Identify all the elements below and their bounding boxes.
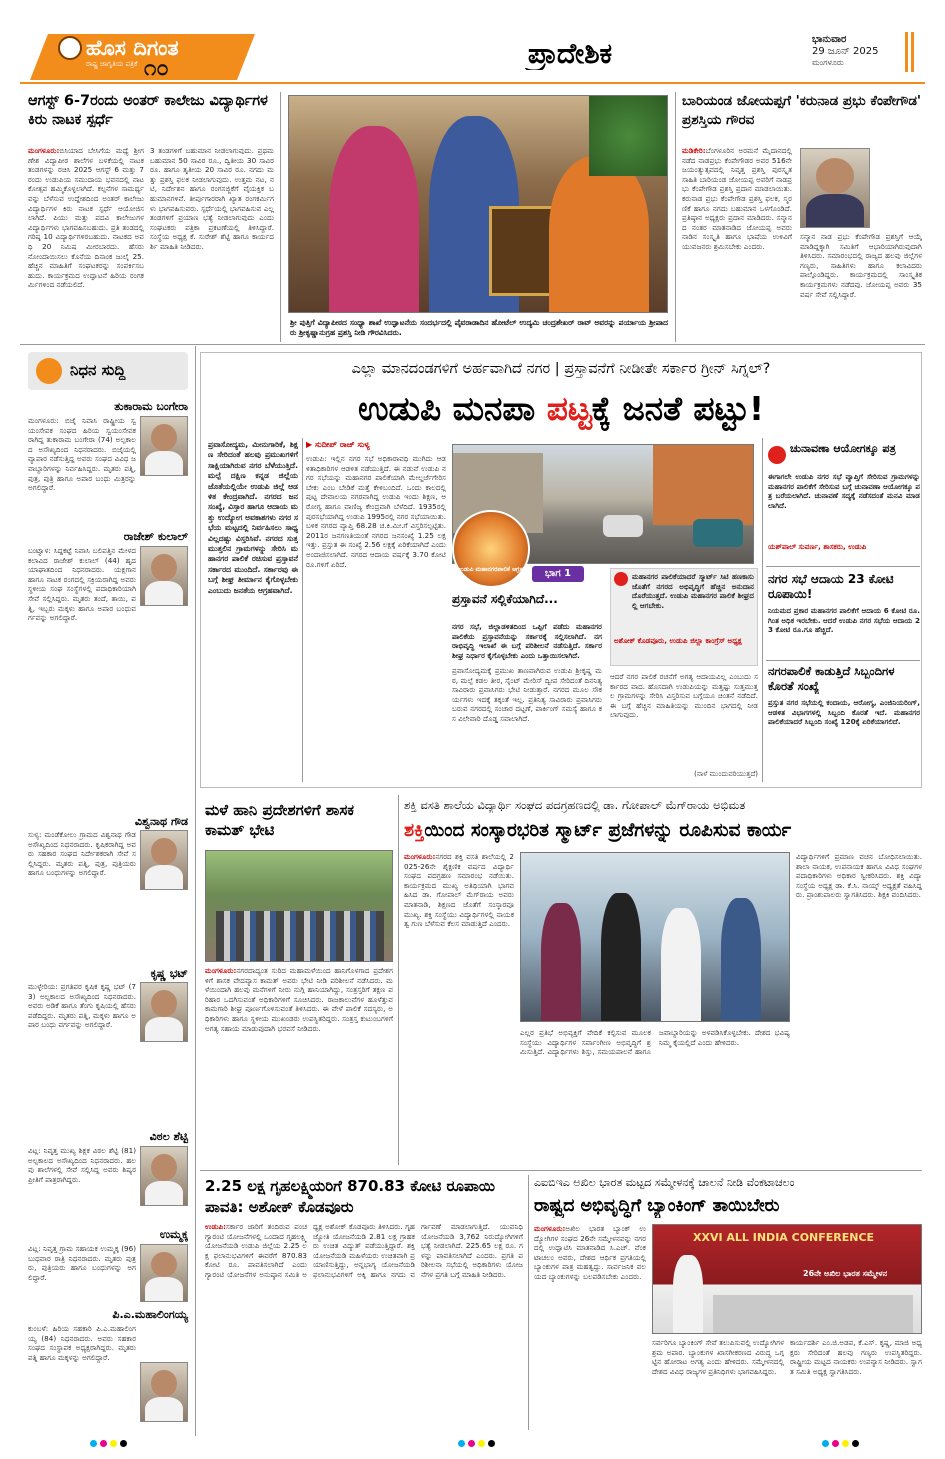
bank-col2: ಸರ್ವರಿಗೂ ಬ್ಯಾಂಕಿಂಗ್ ಸೇವೆ ತಲುಪಿಸುವಲ್ಲಿ ಉದ್ಯೋಗಿಗಳ ಶ್ರಮ ಅಪಾರ. ಬ್ಯಾಂಕುಗಳ ಖಾಸಗೀಕರಣದ ವಿರುದ್ಧ ಒಗ್ಗಟ್ಟಿನ ಹೋರಾಟ ಅಗತ್ಯ ಎಂದು ಹೇಳಿದರು. ಸಮ್ಮೇಳನದಲ್ಲಿ ದೇಶದ ವಿವಿಧ ರಾಜ್ಯಗಳ ಪ್ರತಿನಿಧಿಗಳು ಭಾಗವಹಿಸಿದ್ದರು. — [652, 1338, 784, 1376]
drama-col1 — [28, 146, 144, 336]
obit-photo — [140, 1362, 188, 1422]
lead-mid-head: ಪ್ರಸ್ತಾವನೆ ಸಲ್ಲಿಕೆಯಾಗಿದೆ... — [452, 592, 558, 606]
udupi-emblem — [452, 510, 530, 588]
lead-byline-name: ಸುದೀಪ್ ರಾಜ್ ಸುಳ್ಯ — [314, 440, 370, 449]
issue-day: ಭಾನುವಾರ — [812, 34, 847, 45]
quote-text: ಮಹಾನಗರ ಪಾಲಿಕೆಯಾದರೆ ಸ್ಮಾರ್ಟ್ ಸಿಟಿ ಹಣಕಾಸು ಜೊತೆಗೆ ನಗರದ ಅಭಿವೃದ್ಧಿಗೆ ಹೆಚ್ಚಿನ ಅನುದಾನ ದೊರೆಯುತ್ತದೆ. ಉಡುಪಿ ಮಹಾನಗರ ಪಾಲಿಕೆ ಶೀಘ್ರದಲ್ಲಿ ಆಗಬೇಕು. — [632, 572, 754, 610]
obit-name: ವಿಶ್ವನಾಥ ಗೌಡ — [134, 815, 188, 828]
photo-building — [653, 445, 754, 525]
photo-dais — [713, 1295, 913, 1334]
rain-text-body: ನಗರದಾದ್ಯಂತ ಸುರಿದ ಮಹಾಮಳೆಯಿಂದ ಹಾನಿಗೊಳಗಾದ ಪ್ರದೇಶಗಳಿಗೆ ಶಾಸಕ ವೇದವ್ಯಾಸ ಕಾಮತ್ ಅವರು ಭೇಟಿ ನೀಡಿ ಪರಿಶೀಲನೆ ನಡೆಸಿದರು. ಮಳೆಯಿಂದಾಗಿ ಹಲವು ಮನೆಗಳಿಗೆ ನೀರು ನುಗ್ಗಿ ಹಾನಿಯಾಗಿದ್ದು, ಸಂತ್ರಸ್ತರಿಗೆ ತಕ್ಷಣ ಪರಿಹಾರ ಒದಗಿಸುವಂತೆ ಅಧಿಕಾರಿಗಳಿಗೆ ಸೂಚಿಸಿದರು. ರಾಜಕಾಲುವೆಗಳ ಹೂಳೆತ್ತುವ ಕಾಮಗಾರಿ ಶೀಘ್ರ ಪೂರ್ಣಗೊಳಿಸುವಂತೆ ತಿಳಿಸಿದರು. ಈ ವೇಳೆ ಪಾಲಿಕೆ ಸದಸ್ಯರು, ಅಧಿಕಾರಿಗಳು ಹಾಗೂ ಸ್ಥಳೀಯ ಮುಖಂಡರು ಉಪಸ್ಥಿತರಿದ್ದರು. ಸಂತ್ರಸ್ತ ಕುಟುಂಬಗಳಿಗೆ ಅಗತ್ಯ ಸಹಾಯ ಮಾಡುವುದಾಗಿ ಭರವಸೆ ನೀಡಿದರು. — [205, 966, 393, 1033]
obit-photo — [140, 830, 188, 890]
obituary-banner — [28, 352, 188, 390]
obituary-banner-title: ನಿಧನ ಸುದ್ದಿ — [70, 361, 126, 379]
obit-photo — [140, 416, 188, 476]
lead-kicker: ಎಲ್ಲಾ ಮಾನದಂಡಗಳಿಗೆ ಅರ್ಹವಾಗಿದೆ ನಗರ | ಪ್ರಸ್ತಾವನೆಗೆ ನೀಡೀತೇ ಸರ್ಕಾರ ಗ್ರೀನ್ ಸಿಗ್ನಲ್? — [351, 361, 771, 377]
sidebar-election-by: ಯಶ್‌ಪಾಲ್ ಸುವರ್ಣ, ಶಾಸಕರು, ಉಡುಪಿ — [768, 542, 867, 551]
bank-col1 — [534, 1224, 646, 1428]
rain-text — [205, 966, 393, 1166]
bhaga-text: ಭಾಗ 1 — [544, 568, 572, 579]
school-col2: ಎಲ್ಲರ ಪ್ರತಿಭೆ ಅಭಿವ್ಯಕ್ತಿಗೆ ವೇದಿಕೆ ಕಲ್ಪಿಸುವ ಮೂಲಕ ಸಂಸ್ಥೆಯು ವಿದ್ಯಾರ್ಥಿಗಳ ಸರ್ವಾಂಗೀಣ ಅಭಿವೃದ್ಧಿಗೆ ಶ್ರಮಿಸುತ್ತಿದೆ. ವಿದ್ಯಾರ್ಥಿಗಳು ಶಿಸ್ತು, ಸಮಯಪಾಲನೆ ಹಾಗೂ ಜವಾಬ್ದಾರಿಯನ್ನು ಅಳವಡಿಸಿಕೊಳ್ಳಬೇಕು. ದೇಶದ ಭವಿಷ್ಯ ನಿಮ್ಮ ಕೈಯಲ್ಲಿದೆ ಎಂದು ಹೇಳಿದರು. — [520, 1028, 790, 1057]
photo-person — [541, 903, 581, 1022]
obit-text: ಮುಳ್ಳೇರಿಯ: ಪ್ರಗತಿಪರ ಕೃಷಿಕ ಕೃಷ್ಣ ಭಟ್ (73) ಅಲ್ಪಕಾಲದ ಅಸೌಖ್ಯದಿಂದ ನಿಧನರಾದರು. ಅವರು ಅಡಿಕೆ ಹಾಗೂ ತೆಂಗು ಕೃಷಿಯಲ್ಲಿ ಹೆಸರು ಪಡೆದಿದ್ದರು. ಮೃತರು ಪತ್ನಿ, ಮಕ್ಕಳು ಹಾಗೂ ಅಪಾರ ಬಂಧು ವರ್ಗವನ್ನು ಅಗಲಿದ್ದಾರೆ. — [28, 982, 136, 1030]
bank-col1-text: ಅಖಿಲ ಭಾರತ ಬ್ಯಾಂಕ್ ಉದ್ಯೋಗಿಗಳ ಸಂಘದ 26ನೇ ಸಮ್ಮೇಳನವನ್ನು ನಗರದಲ್ಲಿ ಉದ್ಘಾಟಿಸಿ ಮಾತನಾಡಿದ ಸಿ.ಎಚ್. ವೆಂಕಟಾಚಲಂ ಅವರು, ದೇಶದ ಆರ್ಥಿಕ ಪ್ರಗತಿಯಲ್ಲಿ ಬ್ಯಾಂಕುಗಳ ಪಾತ್ರ ಮಹತ್ವದ್ದು. ಸಾರ್ವಜನಿಕ ವಲಯದ ಬ್ಯಾಂಕುಗಳನ್ನು ಬಲಪಡಿಸಬೇಕು ಎಂದರು. — [534, 1224, 646, 1281]
registration-mark — [120, 1440, 127, 1447]
award-headline: ಬಾರಿಯಂಡ ಜೋಯಪ್ಪಗೆ 'ಕರುನಾಡ ಪ್ರಭು ಕೆಂಪೇಗೌಡ' ಪ್ರಶಸ್ತಿಯ ಗೌರವ — [682, 93, 922, 128]
registration-mark — [458, 1440, 465, 1447]
bank-banner-text: XXVI ALL INDIA CONFERENCE — [693, 1231, 875, 1244]
photo-car — [603, 515, 643, 537]
rain-photo — [205, 850, 393, 962]
lead-mid-text: ನಗರ ಸಭೆ, ಜಿಲ್ಲಾಡಳಿತದಿಂದ ಒಪ್ಪಿಗೆ ಪಡೆದು ಮಹಾನಗರ ಪಾಲಿಕೆಯ ಪ್ರಸ್ತಾವನೆಯನ್ನು ಸರ್ಕಾರಕ್ಕೆ ಸಲ್ಲಿಸಲಾಗಿದೆ. ನಗರಾಭಿವೃದ್ಧಿ ಇಲಾಖೆ ಈ ಬಗ್ಗೆ ಪರಿಶೀಲನೆ ನಡೆಸುತ್ತಿದೆ. ಸರ್ಕಾರ ಶೀಘ್ರ ನಿರ್ಧಾರ ಕೈಗೊಳ್ಳಬೇಕು ಎಂದು ಒತ್ತಾಯಿಸಲಾಗಿದೆ. — [452, 622, 602, 660]
registration-mark — [488, 1440, 495, 1447]
school-dateline: ಮಂಗಳೂರು: — [404, 852, 436, 861]
lead-headline-part1: ಉಡುಪಿ ಮನಪಾ — [357, 389, 547, 428]
obit-name: ಕೃಷ್ಣ ಭಟ್ — [150, 967, 188, 980]
sidebar-divider — [766, 566, 920, 567]
award-dateline: ಮಡಿಕೇರಿ: — [682, 146, 706, 155]
photo-speaker — [673, 1255, 703, 1334]
row-divider — [20, 344, 925, 345]
col-divider — [762, 438, 763, 782]
award-col1 — [682, 146, 792, 336]
obit-text: ವಿಟ್ಲ: ನಿವೃತ್ತ ಮುಖ್ಯ ಶಿಕ್ಷಕ ವಿಠಲ ಶೆಟ್ಟಿ (81) ಅಲ್ಪಕಾಲದ ಅಸೌಖ್ಯದಿಂದ ನಿಧನರಾದರು. ಹಲವು ಶಾಲೆಗಳಲ್ಲಿ ಸೇವೆ ಸಲ್ಲಿಸಿದ್ದ ಅವರು ಶಿಷ್ಯರ ಪ್ರೀತಿಗೆ ಪಾತ್ರರಾಗಿದ್ದರು. — [28, 1146, 136, 1184]
award-portrait — [800, 148, 870, 228]
lead-body-col1: ಉಡುಪಿ: ಇಲ್ಲಿನ ನಗರ ಸಭೆ ಅಧಿಕಾರಾವಧಿ ಮುಗಿದು ಆಡಳಿತಾಧಿಕಾರಿಗಳ ಆಡಳಿತ ನಡೆಯುತ್ತಿದೆ. ಈ ನಡುವೆ ಉಡುಪಿ ನಗರ ಸಭೆಯನ್ನು ಮಹಾನಗರ ಪಾಲಿಕೆಯಾಗಿ ಮೇಲ್ದರ್ಜೆಗೇರಿಸಬೇಕು ಎಂಬ ಬೇಡಿಕೆ ಮತ್ತೆ ಕೇಳಿಬಂದಿದೆ. ಒಂದು ಕಾಲದಲ್ಲಿ ಪುಟ್ಟ ದೇವಾಲಯ ನಗರವಾಗಿದ್ದ ಉಡುಪಿ ಇಂದು ಶಿಕ್ಷಣ, ಆರೋಗ್ಯ ಹಾಗೂ ವಾಣಿಜ್ಯ ಕೇಂದ್ರವಾಗಿ ಬೆಳೆದಿದೆ. 1935ರಲ್ಲಿ ಪುರಸಭೆಯಾಗಿದ್ದ ಉಡುಪಿ 1995ರಲ್ಲಿ ನಗರ ಸಭೆಯಾಯಿತು. ಬಳಿಕ ನಗರದ ವ್ಯಾಪ್ತಿ 68.28 ಚ.ಕಿ.ಮೀ.ಗೆ ವಿಸ್ತರಿಸಲ್ಪಟ್ಟಿತು. 2011ರ ಜನಗಣತಿಯಂತೆ ನಗರದ ಜನಸಂಖ್ಯೆ 1.25 ಲಕ್ಷ ಇತ್ತು. ಪ್ರಸ್ತುತ ಈ ಸಂಖ್ಯೆ 2.56 ಲಕ್ಷಕ್ಕೆ ಏರಿಕೆಯಾಗಿದೆ ಎಂದು ಅಂದಾಜಿಸಲಾಗಿದೆ. ನಗರದ ಆದಾಯ ವರ್ಷಕ್ಕೆ 3.70 ಕೋಟಿ ರೂ.ಗಳಿಗೆ ಏರಿದೆ. — [306, 454, 446, 569]
gruha-dateline: ಉಡುಪಿ: — [205, 1222, 227, 1231]
obit-text: ಕುಂಬಳೆ: ಹಿರಿಯ ಸಹಕಾರಿ ಪಿ.ಎ.ಮಹಾಲಿಂಗಯ್ಯ (84) ನಿಧನರಾದರು. ಅವರು ಸಹಕಾರ ಸಂಘದ ಸಂಸ್ಥಾಪಕ ಅಧ್ಯಕ್ಷರಾಗಿದ್ದರು. ಮೃತರು ಪತ್ನಿ ಹಾಗೂ ಮಕ್ಕಳನ್ನು ಅಗಲಿದ್ದಾರೆ. — [28, 1324, 136, 1362]
sidebar-divider — [766, 660, 920, 661]
bank-kicker: ಎಐಬಿಇಎ ಅಖಿಲ ಭಾರತ ಮಟ್ಟದ ಸಮ್ಮೇಳನಕ್ಕೆ ಚಾಲನೆ ನೀಡಿ ವೆಂಕಟಾಚಲಂ — [534, 1176, 795, 1189]
paper-logo-icon — [58, 36, 82, 60]
obit-text: ಬಂಟ್ವಾಳ: ಸಿದ್ದಕಟ್ಟೆ ನಿವಾಸಿ ಬಲಿಪತ್ತಿನ ಮೇಳದ ಕಲಾವಿದ ರಾಜೇಶ್ ಕುಲಾಲ್ (44) ಹೃದಯಾಘಾತದಿಂದ ನಿಧನರಾದರು. ಯಕ್ಷಗಾನ ಹಾಗೂ ನಾಟಕ ರಂಗದಲ್ಲಿ ಸಕ್ರಿಯರಾಗಿದ್ದ ಅವರು ಸ್ಥಳೀಯ ಸಂಘ ಸಂಸ್ಥೆಗಳಲ್ಲಿ ಪದಾಧಿಕಾರಿಯಾಗಿ ಸೇವೆ ಸಲ್ಲಿಸಿದ್ದರು. ಮೃತರು ತಂದೆ, ತಾಯಿ, ಪತ್ನಿ, ಇಬ್ಬರು ಮಕ್ಕಳು ಹಾಗೂ ಅಪಾರ ಬಂಧುವರ್ಗವನ್ನು ಅಗಲಿದ್ದಾರೆ. — [28, 546, 136, 623]
photo-person-left — [329, 126, 419, 313]
school-col1-text: ನಗರದ ಶಕ್ತಿ ವಸತಿ ಶಾಲೆಯಲ್ಲಿ 2025-26ನೇ ಶೈಕ್ಷಣಿಕ ವರ್ಷದ ವಿದ್ಯಾರ್ಥಿ ಸಂಘದ ಪದಗ್ರಹಣ ಸಮಾರಂಭ ನಡೆಯಿತು. ಕಾರ್ಯಕ್ರಮದ ಮುಖ್ಯ ಅತಿಥಿಯಾಗಿ ಭಾಗವಹಿಸಿದ ಡಾ. ಗೋಪಾಲ್ ಮೆಗ್‌ರಾಯ ಅವರು ಮಾತನಾಡಿ, ಶಿಕ್ಷಣದ ಜೊತೆಗೆ ಸಂಸ್ಕಾರವೂ ಮುಖ್ಯ. ಶಕ್ತಿ ಸಂಸ್ಥೆಯು ವಿದ್ಯಾರ್ಥಿಗಳಲ್ಲಿ ನಾಯಕತ್ವ ಗುಣ ಬೆಳೆಸುವ ಕೆಲಸ ಮಾಡುತ್ತಿದೆ ಎಂದರು. — [404, 852, 514, 929]
issue-city: ಮಂಗಳೂರು — [812, 58, 844, 67]
masthead-right-stripe — [905, 32, 917, 72]
sidebar-election-title: ಚುನಾವಣಾ ಆಯೋಗಕ್ಕೂ ಪತ್ರ — [790, 442, 896, 455]
school-headline-red: ಶಕ್ತಿ — [404, 820, 425, 841]
drama-headline: ಆಗಸ್ಟ್ 6-7ರಂದು ಅಂತರ್ ಕಾಲೇಜು ವಿದ್ಯಾರ್ಥಿಗಳ ಕಿರು ನಾಟಕ ಸ್ಪರ್ಧೆ — [28, 93, 268, 128]
lead-left-col: ಪ್ರವಾಸೋದ್ಯಮ, ಮೀನುಗಾರಿಕೆ, ಶಿಕ್ಷಣ ಸೇರಿದಂತೆ ಹಲವು ಪ್ರಮುಖಗಳಿಗೆ ಸಾಕ್ಷಿಯಾಗಿರುವ ನಗರ ಬೆಳೆಯುತ್ತಿದೆ. ಮಲ್ಪೆ ದಕ್ಷಿಣ ಕನ್ನಡ ಜಿಲ್ಲೆಯ ಜೊತೆಯಲ್ಲಿಯೇ ಉಡುಪಿ ಜಿಲ್ಲೆ ಆಡಳಿತ ಕೇಂದ್ರವಾಗಿದೆ. ನಗರದ ಜನಸಂಖ್ಯೆ, ವಿಸ್ತಾರ ಹಾಗೂ ಆದಾಯ ಮತ್ತು ಉದ್ಯೋಗ ಅವಕಾಶಗಳು ನಗರ ಸಭೆಯ ಮಟ್ಟದಲ್ಲಿ ನಿರ್ವಹಿಸಲು ಸಾಧ್ಯವಿಲ್ಲದಷ್ಟು ವಿಸ್ತರಿಸಿವೆ. ನಗರದ ಸುತ್ತಮುತ್ತಲಿನ ಗ್ರಾಮಗಳನ್ನು ಸೇರಿಸಿ ಮಹಾನಗರ ಪಾಲಿಕೆ ರಚಿಸುವ ಪ್ರಸ್ತಾವನೆ ಸರ್ಕಾರದ ಮುಂದಿದೆ. ಸರ್ಕಾರವು ಈ ಬಗ್ಗೆ ಶೀಘ್ರ ತೀರ್ಮಾನ ಕೈಗೊಳ್ಳಬೇಕು ಎಂಬುದು ಜನತೆಯ ಆಗ್ರಹವಾಗಿದೆ. — [208, 440, 298, 595]
col-divider — [302, 438, 303, 782]
registration-mark — [832, 1440, 839, 1447]
gruha-text — [205, 1222, 523, 1428]
bhaga-badge — [532, 566, 584, 582]
school-col1 — [404, 852, 514, 1022]
lamp-icon — [36, 358, 62, 384]
photo-caption: ಶ್ರೀ ಪುತ್ತಿಗೆ ವಿದ್ಯಾಪೀಠದ ಸಂಧ್ಯಾ ಶಾಖೆ ಉದ್ಘಾಟನೆಯ ಸಂದರ್ಭದಲ್ಲಿ ಪೈವರಾಡಾದಿನ ಹೋಟೆಲ್ ಉದ್ಯಮಿ ಚಂದ್ರಶೇಖರ್ ರಾವ್ ಅವರನ್ನು ಪರ್ಯಾಯ ಶ್ರೀಪಾದರು ಶ್ರೀಕೃಷ್ಣಾನುಗ್ರಹ ಪ್ರಶಸ್ತಿ ನೀಡಿ ಗೌರವಿಸಿದರು. — [290, 318, 668, 337]
sidebar-staff-text: ಪ್ರಸ್ತುತ ನಗರ ಸಭೆಯಲ್ಲಿ ಕಂದಾಯ, ಆರೋಗ್ಯ, ಎಂಜಿನಿಯರಿಂಗ್, ಆಡಳಿತ ವಿಭಾಗಗಳಲ್ಲಿ ಸಿಬ್ಬಂದಿ ಕೊರತೆ ಇದೆ. ಮಹಾನಗರ ಪಾಲಿಕೆಯಾದರೆ ಸಿಬ್ಬಂದಿ ಸಂಖ್ಯೆ 120ಕ್ಕೆ ಏರಿಕೆಯಾಗಲಿದೆ. — [768, 698, 920, 727]
rain-headline: ಮಳೆ ಹಾನಿ ಪ್ರದೇಶಗಳಿಗೆ ಶಾಸಕ ಕಾಮತ್ ಭೇಟಿ — [205, 801, 355, 839]
award-col1-text: ಬೆಂಗಳೂರಿನ ಅರಮನೆ ಮೈದಾನದಲ್ಲಿ ನಡೆದ ನಾಡಪ್ರಭು ಕೆಂಪೇಗೌಡರ ಅವರ 516ನೇ ಜಯಂತ್ಯುತ್ಸವದಲ್ಲಿ ನಿವೃತ್ತ ಪ್ರಶಸ್ತಿ ಪುರಸ್ಕೃತ ಸಾಹಿತಿ ಬಾರಿಯಂಡ ಜೋಯಪ್ಪ ಅವರಿಗೆ ನಾಡಪ್ರಭು ಕೆಂಪೇಗೌಡ ಪ್ರಶಸ್ತಿ ಪ್ರದಾನ ಮಾಡಲಾಯಿತು. ಕರುನಾಡ ಪ್ರಭು ಕೆಂಪೇಗೌಡ ಪ್ರಶಸ್ತಿ ಫಲಕ, ಸ್ಮರಣಿಕೆ ಹಾಗೂ ನಗದು ಬಹುಮಾನ ಒಳಗೊಂಡಿದೆ. ಪ್ರತಿಷ್ಠಾನ ಅಧ್ಯಕ್ಷರು ಪ್ರದಾನ ಮಾಡಿದರು. ಸನ್ಮಾನದ ನಂತರ ಮಾತನಾಡಿದ ಜೋಯಪ್ಪ ಅವರು ನಾಡಿನ ಸಂಸ್ಕೃತಿ ಹಾಗೂ ಭಾಷೆಯ ಉಳಿವಿಗೆ ಯುವಜನರು ಶ್ರಮಿಸಬೇಕು ಎಂದರು. — [682, 146, 792, 251]
obit-photo — [140, 1146, 188, 1206]
paper-name: ಹೊಸ ದಿಗಂತ — [86, 36, 179, 60]
bank-headline: ರಾಷ್ಟ್ರದ ಅಭಿವೃದ್ಧಿಗೆ ಬ್ಯಾಂಕಿಂಗ್ ತಾಯಿಬೇರು — [534, 1196, 780, 1216]
drama-col2: 3 ತಂಡಗಳಿಗೆ ಬಹುಮಾನ ನೀಡಲಾಗುವುದು. ಪ್ರಥಮ ಬಹುಮಾನ 50 ಸಾವಿರ ರೂ., ದ್ವಿತೀಯ 30 ಸಾವಿರ ರೂ. ಹಾಗೂ ತೃತೀಯ 20 ಸಾವಿರ ರೂ. ನಗದು ಮತ್ತು ಪ್ರಶಸ್ತಿ ಫಲಕ ನೀಡಲಾಗುವುದು. ಉತ್ತಮ ನಟ, ನಟಿ, ನಿರ್ದೇಶನ ಹಾಗೂ ರಂಗಸಜ್ಜಿಕೆಗೆ ವೈಯಕ್ತಿಕ ಬಹುಮಾನಗಳಿವೆ. ತೀರ್ಪುಗಾರರಾಗಿ ಖ್ಯಾತ ರಂಗಕರ್ಮಿಗಳು ಭಾಗವಹಿಸುವರು. ಸ್ಪರ್ಧೆಯಲ್ಲಿ ಭಾಗವಹಿಸುವ ಎಲ್ಲ ತಂಡಗಳಿಗೆ ಪ್ರಯಾಣ ಭತ್ಯೆ ನೀಡಲಾಗುವುದು ಎಂದು ಸಂಘಟಕರು ಪತ್ರಿಕಾ ಪ್ರಕಟಣೆಯಲ್ಲಿ ತಿಳಿಸಿದ್ದಾರೆ. ಸಂಸ್ಥೆಯ ಅಧ್ಯಕ್ಷ ಕೆ. ಸುರೇಶ್ ಶೆಟ್ಟಿ ಹಾಗೂ ಕಾರ್ಯದರ್ಶಿ ಮಾಹಿತಿ ನೀಡಿದರು. — [150, 146, 274, 251]
gruha-headline: 2.25 ಲಕ್ಷ ಗೃಹಲಕ್ಷ್ಮಿಯರಿಗೆ 870.83 ಕೋಟಿ ರೂಪಾಯಿ ಪಾವತಿ: ಅಶೋಕ್ ಕೊಡವೂರು — [205, 1177, 495, 1216]
photo-crowd — [216, 911, 384, 961]
photo-person — [661, 908, 701, 1022]
rain-dateline: ಮಂಗಳೂರು: — [205, 966, 237, 975]
masthead — [0, 30, 945, 82]
col-divider — [195, 346, 196, 1436]
sidebar-income-title: ನಗರ ಸಭೆ ಆದಾಯ 23 ಕೋಟಿ ರೂಪಾಯಿ! — [768, 572, 894, 601]
school-headline-rest: ಯಿಂದ ಸಂಸ್ಕಾರಭರಿತ ಸ್ಮಾರ್ಟ್ ಪ್ರಜೆಗಳನ್ನು ರೂಪಿಸುವ ಕಾರ್ಯ — [424, 820, 792, 841]
registration-mark — [822, 1440, 829, 1447]
obit-name: ಪಿ.ಎ.ಮಹಾಲಿಂಗಯ್ಯ — [112, 1308, 188, 1321]
obit-name: ಉಮ್ಮಕ್ಕ — [159, 1228, 188, 1241]
lead-headline — [205, 386, 917, 432]
lead-byline: ▶ ಸುದೀಪ್ ರಾಜ್ ಸುಳ್ಯ — [306, 440, 370, 449]
quote-icon — [614, 572, 628, 586]
school-kicker: ಶಕ್ತಿ ವಸತಿ ಶಾಲೆಯ ವಿದ್ಯಾರ್ಥಿ ಸಂಘದ ಪದಗ್ರಹಣದಲ್ಲಿ ಡಾ. ಗೋಪಾಲ್ ಮೆಗ್‌ರಾಯ ಅಭಿಮತ — [404, 798, 746, 812]
sidebar-election-icon — [768, 446, 786, 464]
col-divider — [675, 92, 676, 342]
registration-mark — [468, 1440, 475, 1447]
bank-dateline: ಮಂಗಳೂರು: — [534, 1224, 566, 1233]
obit-text: ಮಂಗಳೂರು: ಬಿಜೈ ನಿವಾಸಿ ರಾಷ್ಟ್ರೀಯ ಸ್ವಯಂಸೇವಕ ಸಂಘದ ಹಿರಿಯ ಸ್ವಯಂಸೇವಕರಾಗಿದ್ದ ತುಕಾರಾಮ ಬಂಗೇರಾ (74) ಅಲ್ಪಕಾಲದ ಅಸೌಖ್ಯದಿಂದ ನಿಧನರಾದರು. ಬಿಜೈಯಲ್ಲಿ ವ್ಯಾಪಾರ ನಡೆಸುತ್ತಿದ್ದ ಅವರು ಸಂಘದ ವಿವಿಧ ಜವಾಬ್ದಾರಿಗಳನ್ನು ನಿರ್ವಹಿಸಿದ್ದರು. ಮೃತರು ಪತ್ನಿ, ಪುತ್ರ, ಪುತ್ರಿ ಹಾಗೂ ಅಪಾರ ಬಂಧು ಮಿತ್ರರನ್ನು ಅಗಲಿದ್ದಾರೆ. — [28, 416, 136, 493]
obit-photo — [140, 982, 188, 1042]
col-divider — [280, 92, 281, 342]
photo-person — [721, 898, 761, 1022]
col-divider — [398, 795, 399, 1165]
obit-photo — [140, 546, 188, 606]
bank-photo — [652, 1224, 922, 1334]
obit-name: ರಾಜೇಶ್ ಕುಲಾಲ್ — [123, 530, 188, 543]
drama-dateline: ಮಂಗಳೂರು: — [28, 146, 60, 155]
lead-continued: (ನಾಳೆ ಮುಂದುವರಿಯುತ್ತದೆ) — [694, 770, 758, 778]
page-number: ೧೦ — [144, 58, 169, 80]
bank-col3: ಕಾರ್ಯದರ್ಶಿ ಎಂ.ಜಿ.ಅಡಪ, ಕೆ.ಎಸ್. ಕೃಷ್ಣ, ಮಾಜಿ ಅಧ್ಯಕ್ಷರು ಸೇರಿದಂತೆ ಹಲವು ಗಣ್ಯರು ಉಪಸ್ಥಿತರಿದ್ದರು. ರಾಷ್ಟ್ರೀಯ ಮಟ್ಟದ ನಾಯಕರು ಉಪನ್ಯಾಸ ನೀಡಿದರು. ಸ್ವಾಗತ ಸಮಿತಿ ಅಧ್ಯಕ್ಷ ಸ್ವಾಗತಿಸಿದರು. — [790, 1338, 922, 1376]
obit-name: ವಿಠಲ ಶೆಟ್ಟಿ — [149, 1130, 188, 1143]
obit-photo — [140, 1244, 188, 1302]
school-photo — [520, 852, 790, 1022]
registration-mark — [90, 1440, 97, 1447]
sidebar-staff-title: ನಗರಪಾಲಿಕೆ ಕಾಡುತ್ತಿದೆ ಸಿಬ್ಬಂದಿಗಳ ಕೊರತೆ ಸಂಖ್ಯೆ — [768, 664, 895, 693]
section-title: ಪ್ರಾದೇಶಿಕ — [527, 38, 613, 70]
lead-body-col2: ಪ್ರವಾಸೋದ್ಯಮಕ್ಕೆ ಪ್ರಮುಖ ತಾಣವಾಗಿರುವ ಉಡುಪಿ ಶ್ರೀಕೃಷ್ಣ ಮಠ, ಮಲ್ಪೆ ಕಡಲ ತೀರ, ಸೈಂಟ್ ಮೇರಿಸ್ ದ್ವೀಪ ಸೇರಿದಂತೆ ದಿನನಿತ್ಯ ಸಾವಿರಾರು ಪ್ರವಾಸಿಗರು ಭೇಟಿ ನೀಡುತ್ತಾರೆ. ನಗರದ ಮೂಲ ಸೌಕರ್ಯಗಳು ಇದಕ್ಕೆ ತಕ್ಕಂತೆ ಇಲ್ಲ. ಪ್ರತಿನಿತ್ಯ ಸಾವಿರಾರು ಪ್ರವಾಸಿಗರು ಬರುವ ನಗರದಲ್ಲಿ ಸಂಚಾರ ದಟ್ಟಣೆ, ಪಾರ್ಕಿಂಗ್ ಸಮಸ್ಯೆ ಹಾಗೂ ಕಸ ವಿಲೇವಾರಿ ದೊಡ್ಡ ಸವಾಲಾಗಿದೆ. — [452, 666, 602, 723]
photo-person-right — [549, 156, 649, 313]
school-headline — [404, 818, 922, 844]
issue-date: 29 ಜೂನ್ 2025 — [812, 46, 879, 57]
bank-banner-sub: 26ನೇ ಅಖಿಲ ಭಾರತ ಸಮ್ಮೇಳನ — [803, 1269, 888, 1278]
sidebar-election-text: ಈಗಾಗಲೇ ಉಡುಪಿ ನಗರ ಸಭೆ ವ್ಯಾಪ್ತಿಗೆ ಸೇರಿಸುವ ಗ್ರಾಮಗಳನ್ನು ಮಹಾನಗರ ಪಾಲಿಕೆಗೆ ಸೇರಿಸುವ ಬಗ್ಗೆ ಚುನಾವಣಾ ಆಯೋಗಕ್ಕೂ ಪತ್ರ ಬರೆಯಲಾಗಿದೆ. ಚುನಾವಣೆ ಸದ್ಯಕ್ಕೆ ನಡೆಸದಂತೆ ಮನವಿ ಮಾಡಲಾಗಿದೆ. — [768, 472, 920, 510]
obit-name: ತುಕಾರಾಮ ಬಂಗೇರಾ — [114, 400, 188, 413]
udupi-emblem-text: ಉಡುಪಿ ಮಹಾನಗರಪಾಲಿಕೆ ಆಗ್ರಹ — [458, 566, 524, 573]
drama-col1-text: ಬಿಸಿಯಾದ ಬೇಸಿಗೆಯ ಮಧ್ಯೆ ಶ್ರೀಗಣೇಶ ವಿದ್ಯಾಪೀಠ ಶಾಲೆಗಳ ಬಳಕೆಯಲ್ಲಿ ನಾಟಕ ತಂಡಗಳನ್ನು ರಚಿಸಿ 2025 ಆಗಸ್ಟ್ 6 ಮತ್ತು 7ರಂದು ಉಡುಪಿಯ ಸಮುದಾಯ ಭವನದಲ್ಲಿ ನಾಟಕೋತ್ಸವ ಹಮ್ಮಿಕೊಳ್ಳಲಾಗಿದೆ. ಕಲ್ಪನೆಗಳ ಸಾಮರ್ಥ್ಯವನ್ನು ಬೆಳೆಸುವ ಉದ್ದೇಶದಿಂದ ಅಂತರ್ ಕಾಲೇಜು ವಿದ್ಯಾರ್ಥಿಗಳ ಕಿರು ನಾಟಕ ಸ್ಪರ್ಧೆ ಆಯೋಜಿಸಲಾಗಿದೆ. ಪಿಯು ಮತ್ತು ಪದವಿ ಕಾಲೇಜುಗಳ ವಿದ್ಯಾರ್ಥಿಗಳು ಭಾಗವಹಿಸಬಹುದು. ಪ್ರತಿ ತಂಡದಲ್ಲಿ ಗರಿಷ್ಠ 10 ವಿದ್ಯಾರ್ಥಿಗಳಿರಬಹುದು. ನಾಟಕದ ಅವಧಿ 20 ನಿಮಿಷ ಮೀರಬಾರದು. ಹೆಸರು ನೋಂದಾಯಿಸಲು ಕೊನೆಯ ದಿನಾಂಕ ಜುಲೈ 25. ಹೆಚ್ಚಿನ ಮಾಹಿತಿಗೆ ಸಂಘಟಕರನ್ನು ಸಂಪರ್ಕಿಸಬಹುದು. ಕಾರ್ಯಕ್ರಮದ ಉದ್ಘಾಟನೆ ಹಿರಿಯ ರಂಗಕರ್ಮಿಗಳಿಂದ ನಡೆಯಲಿದೆ. — [28, 146, 144, 290]
lead-headline-red: ಪಟ್ಟ — [546, 389, 592, 428]
quote-by: ಅಶೋಕ್ ಕೊಡವೂರು, ಉಡುಪಿ ಜಿಲ್ಲಾ ಕಾಂಗ್ರೆಸ್ ಅಧ್ಯಕ್ಷ — [614, 636, 742, 645]
row-divider — [200, 1170, 922, 1171]
registration-mark — [852, 1440, 859, 1447]
registration-mark — [100, 1440, 107, 1447]
award-col2: ಸನ್ಮಾನ ನಾಡ ಪ್ರಭು ಕೆಂಪೇಗೌಡ ಪ್ರಶಸ್ತಿಗೆ ಆಯ್ಕೆ ಮಾಡಿದ್ದಕ್ಕಾಗಿ ಸಮಿತಿಗೆ ಆಭಾರಿಯಾಗಿರುವುದಾಗಿ ತಿಳಿಸಿದರು. ಸಮಾರಂಭದಲ್ಲಿ ರಾಜ್ಯದ ಹಲವು ಜಿಲ್ಲೆಗಳ ಗಣ್ಯರು, ಸಾಹಿತಿಗಳು ಹಾಗೂ ಕಲಾವಿದರು ಪಾಲ್ಗೊಂಡಿದ್ದರು. ಕಾರ್ಯಕ್ರಮದಲ್ಲಿ ಸಾಂಸ್ಕೃತಿಕ ಕಾರ್ಯಕ್ರಮಗಳು ನಡೆದವು. ಜೋಯಪ್ಪ ಅವರು 35 ವರ್ಷ ಸೇವೆ ಸಲ್ಲಿಸಿದ್ದಾರೆ. — [800, 232, 922, 299]
gruha-text-body: ಸರ್ಕಾರ ಜಾರಿಗೆ ತಂದಿರುವ ಪಂಚ ಗ್ಯಾರಂಟಿ ಯೋಜನೆಗಳಲ್ಲಿ ಒಂದಾದ ಗೃಹಲಕ್ಷ್ಮಿ ಯೋಜನೆಯಡಿ ಉಡುಪಿ ಜಿಲ್ಲೆಯ 2.25 ಲಕ್ಷ ಫಲಾನುಭವಿಗಳಿಗೆ ಈವರೆಗೆ 870.83 ಕೋಟಿ ರೂ. ಪಾವತಿಸಲಾಗಿದೆ ಎಂದು ಗ್ಯಾರಂಟಿ ಯೋಜನೆಗಳ ಅನುಷ್ಠಾನ ಸಮಿತಿ ಅಧ್ಯಕ್ಷ ಅಶೋಕ್ ಕೊಡವೂರು ತಿಳಿಸಿದರು. ಗೃಹಜ್ಯೋತಿ ಯೋಜನೆಯಡಿ 2.81 ಲಕ್ಷ ಗ್ರಾಹಕರು ಉಚಿತ ವಿದ್ಯುತ್ ಪಡೆಯುತ್ತಿದ್ದಾರೆ. ಶಕ್ತಿ ಯೋಜನೆಯಡಿ ಮಹಿಳೆಯರು ಉಚಿತವಾಗಿ ಪ್ರಯಾಣಿಸುತ್ತಿದ್ದು, ಅನ್ನಭಾಗ್ಯ ಯೋಜನೆಯಡಿ ಫಲಾನುಭವಿಗಳಿಗೆ ಅಕ್ಕಿ ಹಾಗೂ ನಗದು ವರ್ಗಾವಣೆ ಮಾಡಲಾಗುತ್ತಿದೆ. ಯುವನಿಧಿ ಯೋಜನೆಯಡಿ 3,762 ನಿರುದ್ಯೋಗಿಗಳಿಗೆ ಭತ್ಯೆ ನೀಡಲಾಗಿದೆ. 225.65 ಲಕ್ಷ ರೂ. ಗಳನ್ನು ಪಾವತಿಸಲಾಗಿದೆ ಎಂದರು. ಪ್ರಗತಿ ಪರಿಶೀಲನಾ ಸಭೆಯಲ್ಲಿ ಅಧಿಕಾರಿಗಳು ಯೋಜನೆಗಳ ಪ್ರಗತಿ ಬಗ್ಗೆ ಮಾಹಿತಿ ನೀಡಿದರು. — [205, 1222, 523, 1279]
award-photo — [288, 95, 668, 313]
sidebar-income-text: ನಿಯಮದ ಪ್ರಕಾರ ಮಹಾನಗರ ಪಾಲಿಕೆಗೆ ಆದಾಯ 6 ಕೋಟಿ ರೂ.ಗಿಂತ ಅಧಿಕ ಇರಬೇಕು. ಆದರೆ ಉಡುಪಿ ನಗರ ಸಭೆಯ ಆದಾಯ 23 ಕೋಟಿ ರೂ.ಗೂ ಹೆಚ್ಚಿದೆ. — [768, 606, 920, 635]
photo-person — [601, 893, 641, 1022]
registration-mark — [110, 1440, 117, 1447]
photo-garland — [589, 96, 668, 176]
registration-mark — [842, 1440, 849, 1447]
lead-body-col3: ಆದರೆ ನಗರ ಪಾಲಿಕೆ ರಚನೆಗೆ ಅಗತ್ಯ ಆದಾಯವಿಲ್ಲ ಎಂಬುದು ಸರ್ಕಾರದ ವಾದ. ಹೊಸದಾಗಿ ಉಡುಪಿಯನ್ನು ಮತ್ತಷ್ಟು ಸುತ್ತಮುತ್ತಲ ಗ್ರಾಮಗಳನ್ನು ಸೇರಿಸಿ ವಿಸ್ತರಿಸುವ ಬಗ್ಗೆಯೂ ಚಿಂತನೆ ನಡೆದಿದೆ. ಈ ಬಗ್ಗೆ ಹೆಚ್ಚಿನ ಮಾಹಿತಿಯನ್ನು ಮುಂದಿನ ಭಾಗದಲ್ಲಿ ನೀಡಲಾಗುವುದು. — [610, 672, 758, 720]
obit-text: ವಿಟ್ಲ: ನಿವೃತ್ತ ಗ್ರಾಮ ಸಹಾಯಕ ಉಮ್ಮಕ್ಕ (96) ಬುಧವಾರ ರಾತ್ರಿ ನಿಧನರಾದರು. ಮೃತರು ಪುತ್ರರು, ಪುತ್ರಿಯರು ಹಾಗೂ ಬಂಧುಗಳನ್ನು ಅಗಲಿದ್ದಾರೆ. — [28, 1244, 136, 1282]
obit-text: ಸುಳ್ಯ: ಮಂಡೆಕೋಲು ಗ್ರಾಮದ ವಿಶ್ವನಾಥ ಗೌಡ ಅಸೌಖ್ಯದಿಂದ ನಿಧನರಾದರು. ಕೃಷಿಕರಾಗಿದ್ದ ಅವರು ಸಹಕಾರ ಸಂಘದ ನಿರ್ದೇಶಕರಾಗಿ ಸೇವೆ ಸಲ್ಲಿಸಿದ್ದರು. ಮೃತರು ಪತ್ನಿ, ಪುತ್ರ, ಪುತ್ರಿಯರು ಹಾಗೂ ಬಂಧುಗಳನ್ನು ಅಗಲಿದ್ದಾರೆ. — [28, 830, 136, 878]
photo-car — [693, 519, 743, 547]
col-divider — [528, 1175, 529, 1430]
paper-tagline: ರಾಷ್ಟ್ರ ಜಾಗೃತಿಯ ಪತ್ರಿಕೆ — [86, 60, 138, 68]
school-col3: ವಿದ್ಯಾರ್ಥಿಗಳಿಗೆ ಪ್ರಮಾಣ ವಚನ ಬೋಧಿಸಲಾಯಿತು. ಶಾಲಾ ನಾಯಕ, ಉಪನಾಯಕ ಹಾಗೂ ವಿವಿಧ ಸಂಘಗಳ ಪದಾಧಿಕಾರಿಗಳು ಅಧಿಕಾರ ಸ್ವೀಕರಿಸಿದರು. ಶಕ್ತಿ ವಿದ್ಯಾ ಸಂಸ್ಥೆಯ ಅಧ್ಯಕ್ಷ ಡಾ. ಕೆ.ಸಿ. ನಾಯ್ಕ್ ಅಧ್ಯಕ್ಷತೆ ವಹಿಸಿದ್ದರು. ಪ್ರಾಂಶುಪಾಲರು ಸ್ವಾಗತಿಸಿದರು. ಶಿಕ್ಷಕಿ ವಂದಿಸಿದರು. — [796, 852, 922, 900]
lead-headline-part2: ಕ್ಕೆ ಜನತೆ ಪಟ್ಟು! — [591, 389, 765, 428]
registration-mark — [478, 1440, 485, 1447]
masthead-divider — [20, 82, 925, 84]
